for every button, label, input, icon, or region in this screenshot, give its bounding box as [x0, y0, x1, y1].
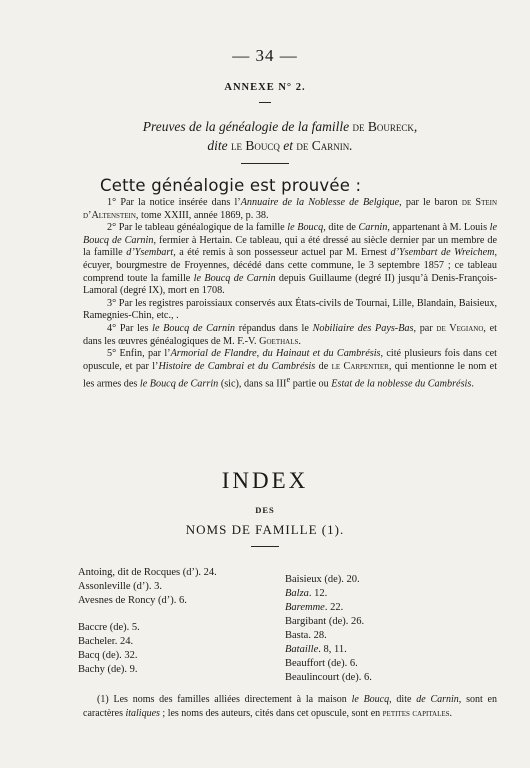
index-right-column — [285, 573, 372, 685]
text: 1° Par la notice insérée dans l’ — [107, 197, 241, 208]
text: , par le baron — [399, 197, 458, 208]
text-italic: Armorial de Flandre, du Hainaut et du Cambrésis — [170, 348, 381, 360]
text: ; les noms des auteurs, cités dans cet opuscule, sont en — [162, 707, 381, 719]
text: . — [471, 378, 474, 390]
text: , dite — [389, 694, 412, 705]
index-entry: Bargibant (de). 26. — [285, 616, 365, 627]
intro-heading: Cette généalogie est prouvée : — [100, 176, 362, 195]
index-entry-page: . 22. — [324, 602, 344, 613]
proof-title-period: . — [349, 138, 353, 153]
index-left-column — [78, 566, 217, 677]
text-italic: le Boucq de Carrin — [139, 378, 219, 390]
index-entry-page: . 8, 11. — [318, 644, 347, 655]
index-entry — [285, 587, 372, 601]
divider-rule — [241, 163, 289, 164]
index-entry: Assonleville (d’). 3. — [78, 581, 162, 592]
text-italic: Estat de la noblesse du Cambrésis — [331, 378, 472, 390]
author-name: Goethals — [259, 335, 299, 347]
text: 5° Enfin, par l’ — [107, 348, 171, 360]
index-entry-italic: Bataille — [285, 644, 319, 655]
text: , sont en caractères — [83, 694, 497, 719]
index-entry-italic: Balza — [285, 588, 309, 599]
proof-paragraphs — [83, 197, 497, 391]
text: (1) Les noms des familles alliées directement à la maison — [97, 694, 347, 705]
proof-title-family: de Boureck — [352, 119, 414, 134]
proof-title-carnin: de Carnin — [296, 138, 350, 153]
text: . — [298, 335, 301, 347]
index-entry — [285, 601, 372, 615]
text: , et dans les œuvres généalogiques de M. F.-V. — [83, 322, 497, 347]
index-entry: Bacq (de). 32. — [78, 650, 138, 661]
text-italic: Annuaire de la Noblesse de Belgique — [240, 197, 400, 208]
index-entry: Bacheler. 24. — [78, 636, 134, 647]
index-subtitle: NOMS DE FAMILLE (1). — [185, 522, 345, 537]
paragraph-3: 3° Par les registres paroissiaux conservés aux États-civils de Tournai, Lille, Blandain, Baisieux, Ramegnies-Chin, etc., . — [83, 297, 497, 322]
text: , appartenant à M. Louis — [387, 222, 488, 234]
footnote — [83, 693, 497, 720]
text: , tome XXIII, année 1869, p. 38. — [135, 209, 269, 221]
index-entry: Avesnes de Roncy (d’). 6. — [78, 595, 187, 606]
paragraph-2 — [83, 222, 497, 298]
superscript: e — [286, 374, 291, 385]
text: 4° Par les — [107, 322, 149, 334]
text-italic: Nobiliaire des Pays-Bas — [312, 322, 414, 334]
author-name: le Carpentier — [331, 360, 389, 372]
index-entry: Antoing, dit de Rocques (d’). 24. — [78, 567, 217, 578]
index-entry — [285, 643, 372, 657]
text: depuis Guillaume (degré II) jusqu’à Denis-François-Lamoral (degré IX), mort en 1708. — [83, 272, 497, 297]
proof-title-text: Preuves de la généalogie de la famille — [142, 119, 350, 134]
author-name: de Vegiano — [436, 322, 484, 334]
proof-title-punct: , — [413, 119, 418, 134]
text-italic: Histoire de Cambrai et du Cambrésis — [158, 360, 316, 372]
index-title: INDEX — [221, 468, 309, 493]
text-italic: italiques — [125, 707, 160, 719]
text: , fermier à Hertain. Ce tableau, qui a été dressé au siècle dernier par un membre de la famille — [83, 234, 497, 259]
index-entry-italic: Baremme — [285, 602, 325, 613]
text-italic: le Boucq — [351, 694, 390, 705]
paragraph-1 — [83, 197, 497, 222]
text-italic: d’Ysembart de Wreichem — [390, 247, 495, 259]
divider-short — [259, 102, 271, 103]
index-entry: Bachy (de). 9. — [78, 664, 138, 675]
proof-title-leboucq: le Boucq — [230, 138, 280, 153]
annexe-heading: ANNEXE N° 2. — [224, 82, 306, 93]
text-italic: le Boucq — [287, 222, 324, 234]
index-entry: Basta. 28. — [285, 630, 327, 641]
text: répandus dans le — [238, 322, 309, 334]
text: . — [449, 707, 453, 719]
text: de — [318, 360, 329, 372]
small-caps-text: petites capitales — [382, 707, 450, 719]
index-des: DES — [255, 505, 275, 515]
paragraph-5 — [83, 348, 497, 391]
text: (sic), dans sa III — [220, 378, 287, 390]
index-entry: Beauffort (de). 6. — [285, 658, 358, 669]
divider-index — [251, 546, 279, 547]
paragraph-4 — [83, 323, 497, 348]
text-italic: de Carnin — [416, 694, 459, 705]
text: , qui mentionne le nom et les armes des — [83, 360, 498, 390]
text-italic: le Boucq de Carnin — [83, 222, 498, 246]
index-entry: Baccre (de). 5. — [78, 622, 140, 633]
text: , par — [413, 322, 433, 334]
text-italic: Carnin — [358, 222, 388, 234]
text: 2° Par le tableau généalogique de la famille — [107, 222, 285, 234]
author-name: de Stein d’Altenstein — [83, 197, 498, 221]
proof-title-dite: dite — [207, 138, 228, 153]
index-entry-page: . 12. — [308, 588, 328, 599]
text: , cité plusieurs fois dans cet opuscule, et par l’ — [83, 348, 497, 372]
page-number: — 34 — — [232, 46, 298, 65]
text-italic: le Boucq de Carnin — [193, 272, 276, 284]
text: , a été remis à son possesseur actuel par M. Ernest — [173, 247, 387, 259]
text: partie ou — [292, 378, 329, 390]
index-entry: Baisieux (de). 20. — [285, 574, 360, 585]
proof-title — [80, 117, 480, 155]
text-italic: d’Ysembart — [126, 247, 174, 259]
index-entry: Beaulincourt (de). 6. — [285, 672, 372, 683]
proof-title-et: et — [283, 138, 293, 153]
text-italic: le Boucq de Carnin — [152, 322, 236, 334]
text: , écuyer, bourgmestre de Froyennes, décédé dans cette commune, le 3 septembre 1857 ; ce tableau comprend toute la famille — [83, 247, 497, 284]
text: , dite de — [323, 222, 356, 234]
